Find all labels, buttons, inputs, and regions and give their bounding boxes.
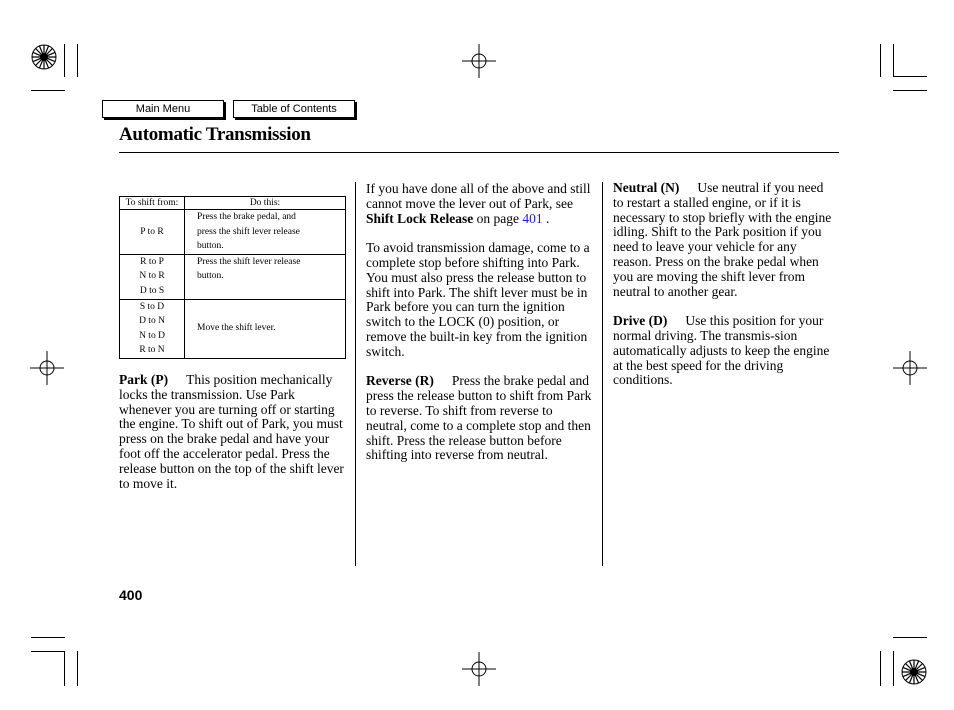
do-cell: button.: [197, 271, 224, 282]
from-cell: D to S: [139, 285, 165, 296]
from-cell: P to R: [140, 226, 164, 237]
page-401-link[interactable]: 401: [522, 210, 543, 226]
table-of-contents-button[interactable]: Table of Contents: [233, 100, 355, 118]
table-header-do: Do this:: [185, 197, 346, 210]
do-cell: Press the shift lever release: [197, 256, 301, 267]
drive-text: Use this position for your normal driving. The transmis-sion automatically adjusts to keep the engine at the best speed for the driving conditions.: [613, 313, 830, 388]
paragraph-text: .: [542, 210, 550, 226]
neutral-text: Use neutral if you need to restart a stalled engine, or if it is necessary to stop briefly with the engine idling. Shift to the Park position if you need to leave your vehicle for any reason. Press on the brake pedal when you are moving the shift lever from neutral to another gear.: [613, 180, 832, 299]
drive-paragraph: [613, 314, 835, 388]
do-cell: button.: [197, 241, 224, 252]
shift-lock-paragraph: [366, 182, 594, 226]
neutral-paragraph: [613, 181, 835, 299]
do-cell: press the shift lever release: [197, 226, 300, 237]
table-header-from: To shift from:: [120, 197, 185, 210]
title-rule: [119, 152, 839, 153]
shift-table: [119, 196, 346, 359]
from-cell: R to N: [139, 345, 165, 356]
page-title: Automatic Transmission: [119, 124, 311, 145]
from-cell: D to N: [139, 316, 165, 327]
from-cell: R to P: [140, 256, 164, 267]
column-divider: [602, 182, 603, 566]
column-2: [366, 182, 594, 478]
from-cell: S to D: [139, 301, 165, 312]
do-cell: Press the brake pedal, and: [197, 212, 296, 222]
table-row: [120, 299, 346, 358]
registration-crosshair-icon: [462, 44, 496, 78]
column-3: [613, 181, 835, 403]
paragraph-text: on page: [473, 210, 523, 226]
paragraph-text: If you have done all of the above and still cannot move the lever out of Park, see: [366, 181, 591, 211]
from-cell: N to D: [139, 330, 165, 341]
park-heading: Park (P): [119, 372, 169, 387]
table-row: [120, 210, 346, 255]
column-divider: [355, 182, 356, 566]
table-row: [120, 254, 346, 299]
registration-crosshair-icon: [462, 652, 496, 686]
reverse-paragraph: [366, 374, 594, 463]
park-section: [119, 373, 345, 491]
park-text: This position mechanically locks the transmission. Use Park whenever you are turning off or starting the engine. To shift out of Park, you must press on the brake pedal and have your foot off the accelerator pedal. Press the release button on the top of the shift lever to move it.: [119, 372, 344, 491]
from-cell: N to R: [139, 271, 165, 282]
reverse-text: Press the brake pedal and press the release button to shift from Park to reverse. To shift from reverse to neutral, come to a complete stop and then shift. Press the release button before shifting into reverse from neutral.: [366, 373, 592, 463]
starburst-registration-icon: [901, 659, 927, 685]
main-menu-button[interactable]: Main Menu: [102, 100, 224, 118]
neutral-heading: Neutral (N): [613, 180, 680, 195]
shift-lock-release-ref: Shift Lock Release: [366, 210, 474, 226]
transmission-damage-paragraph: To avoid transmission damage, come to a complete stop before shifting into Park. You must also press the release button to shift into Park. The shift lever must be in Park before you can turn the ignition switch to the LOCK (0) position, or remove the built-in key from the ignition switch.: [366, 240, 590, 359]
starburst-registration-icon: [31, 44, 57, 70]
reverse-heading: Reverse (R): [366, 373, 434, 389]
registration-crosshair-icon: [30, 351, 64, 385]
registration-crosshair-icon: [893, 351, 927, 385]
drive-heading: Drive (D): [613, 313, 668, 329]
page-number: 400: [119, 587, 143, 603]
do-cell: Move the shift lever.: [197, 323, 276, 334]
